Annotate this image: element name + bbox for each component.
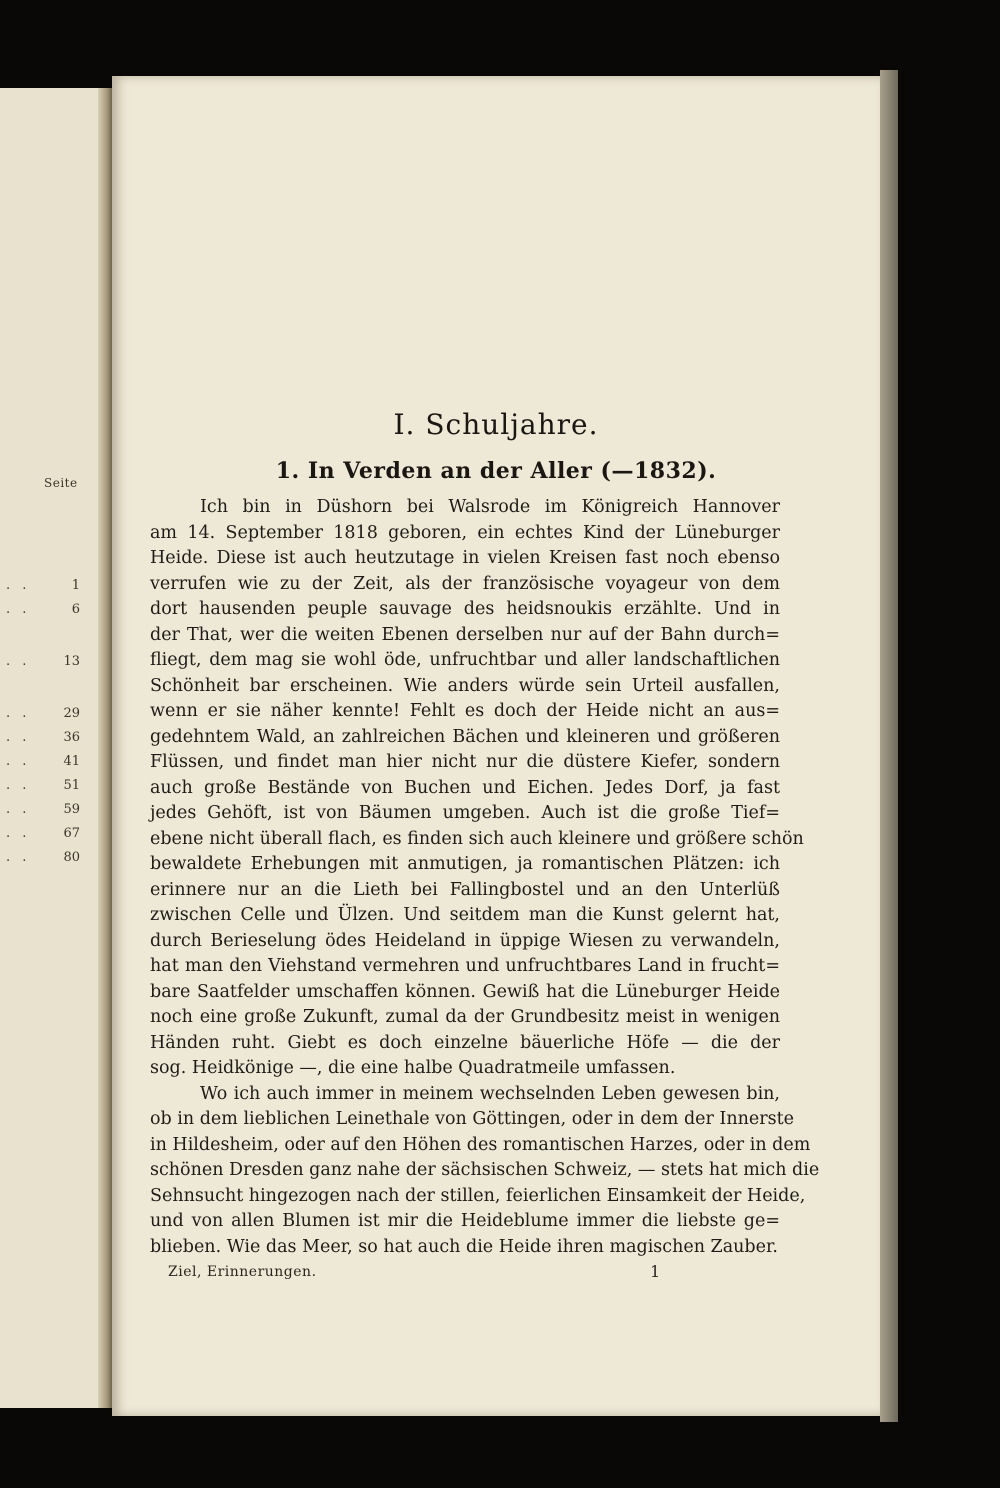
toc-dots: . . [6,730,31,745]
text-line: Wo ich auch immer in meinem wechselnden Leben gewesen bin, [200,1083,780,1104]
page-number: 1 [650,1262,661,1281]
text-line: jedes Gehöft, ist von Bäumen umgeben. Auch ist die große Tief= [150,803,780,823]
toc-row [0,706,80,724]
toc-row [0,730,80,748]
toc-row [0,802,80,820]
text-line: wenn er sie näher kennte! Fehlt es doch der Heide nicht an aus= [150,701,780,721]
toc-page-number: 36 [63,730,80,745]
text-line: ebene nicht überall flach, es finden sich auch kleinere und größere schön [150,828,804,849]
toc-page-number: 80 [63,850,80,865]
section-title: 1. In Verden an der Aller (—1832). [275,458,717,484]
text-line: der That, wer die weiten Ebenen derselben nur auf der Bahn durch= [150,624,780,645]
toc-page-number: 29 [63,706,80,721]
text-line: Schönheit bar erscheinen. Wie anders würde sein Urteil ausfallen, [150,675,780,696]
text-line: am 14. September 1818 geboren, ein echtes Kind der Lüneburger [150,522,780,543]
text-line: Flüssen, und findet man hier nicht nur die düstere Kiefer, sondern [150,752,780,772]
text-line: bare Saatfelder umschaffen können. Gewiß hat die Lüneburger Heide [150,981,780,1002]
toc-page-number: 67 [63,826,80,841]
footer-signature: Ziel, Erinnerungen. [168,1264,317,1280]
chapter-title: I. Schuljahre. [393,408,599,441]
toc-header: Seite [44,476,78,490]
toc-dots: . . [6,578,31,593]
toc-row [0,754,80,772]
toc-page-number: 59 [63,802,80,817]
text-line: gedehntem Wald, an zahlreichen Bächen und kleineren und größeren [150,726,780,747]
toc-dots: . . [6,754,31,769]
toc-page-number: 1 [71,578,80,593]
toc-page-number: 41 [63,754,80,769]
toc-dots: . . [6,778,31,793]
book-gutter [98,88,112,1408]
text-line: auch große Bestände von Buchen und Eichen. Jedes Dorf, ja fast [150,777,780,798]
text-line: fliegt, dem mag sie wohl öde, unfruchtbar und aller landschaftlichen [150,650,780,670]
text-line: schönen Dresden ganz nahe der sächsischen Schweiz, — stets hat mich die [150,1160,820,1180]
toc-dots: . . [6,802,31,817]
text-line: ob in dem lieblichen Leinethale von Göttingen, oder in dem der Innerste [150,1109,794,1129]
text-line: hat man den Viehstand vermehren und unfruchtbares Land in frucht= [150,956,780,976]
toc-dots: . . [6,826,31,841]
text-line: Sehnsucht hingezogen nach der stillen, feierlichen Einsamkeit der Heide, [150,1185,806,1206]
text-line: durch Berieselung ödes Heideland in üppige Wiesen zu verwandeln, [150,930,780,951]
text-line: blieben. Wie das Meer, so hat auch die Heide ihren magischen Zauber. [150,1236,778,1257]
text-line: sog. Heidkönige —, die eine halbe Quadratmeile umfassen. [150,1058,676,1078]
toc-page-number: 13 [63,654,80,669]
toc-dots: . . [6,850,31,865]
toc-page-number: 6 [71,602,80,617]
text-line: zwischen Celle und Ülzen. Und seitdem man die Kunst gelernt hat, [150,905,780,925]
text-line: noch eine große Zukunft, zumal da der Grundbesitz meist in wenigen [150,1007,780,1027]
toc-page-number: 51 [63,778,80,793]
text-line: erinnere nur an die Lieth bei Fallingbostel und an den Unterlüß [150,879,780,900]
toc-row [0,850,80,868]
toc-row [0,826,80,844]
cover-edge [880,70,898,1422]
text-line: in Hildesheim, oder auf den Höhen des romantischen Harzes, oder in dem [150,1134,811,1155]
toc-dots: . . [6,654,31,669]
toc-row [0,602,80,620]
left-page [0,88,109,1408]
text-line: Händen ruht. Giebt es doch einzelne bäuerliche Höfe — die der [150,1032,780,1053]
toc-dots: . . [6,602,31,617]
text-line: verrufen wie zu der Zeit, als der französische voyageur von dem [150,573,780,594]
toc-dots: . . [6,706,31,721]
text-line: Heide. Diese ist auch heutzutage in vielen Kreisen fast noch ebenso [150,548,780,568]
toc-row [0,654,80,672]
text-line: dort hausenden peuple sauvage des heidsnoukis erzählte. Und in [150,599,780,619]
text-line: Ich bin in Düshorn bei Walsrode im Königreich Hannover [200,497,780,517]
toc-row [0,578,80,596]
text-line: bewaldete Erhebungen mit anmutigen, ja romantischen Plätzen: ich [150,854,780,874]
toc-row [0,778,80,796]
text-line: und von allen Blumen ist mir die Heideblume immer die liebste ge= [150,1211,780,1231]
